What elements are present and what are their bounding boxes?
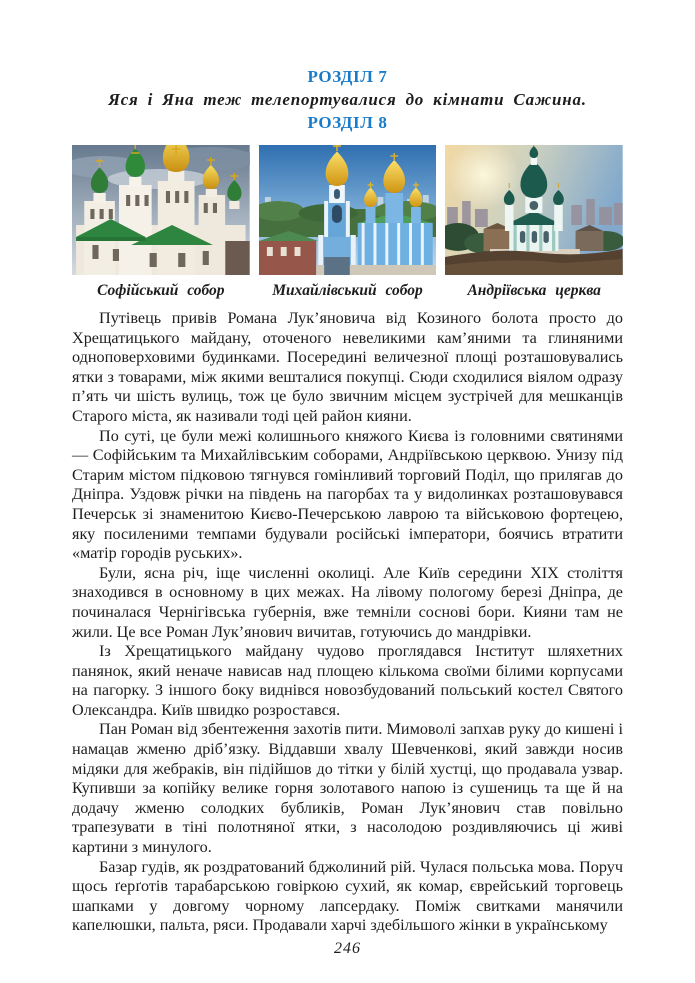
sophia-cathedral-photo bbox=[72, 145, 250, 275]
figure-caption-andrew: Андріївська церква bbox=[467, 282, 601, 299]
paragraph-5: Пан Роман від збентеження захотів пити. Мимоволі запхав руку до кишені і намацав жменю дріб’язку. Віддавши хвалу Шевченкові, який завжди носив мідяки для жебраків, він підійшов до тітки у білій хустці, що продавала узвар. Купивши за копійку велике горня золотавого напою із сушениць та ще й на додачу жменю солодких бубликів, Роман Лук’янович став повільно трапезувати в тіні полотняної ятки, з насолодою роздивляючись ці живі картини з минулого. bbox=[72, 720, 623, 857]
figure-caption-sophia: Софійський собор bbox=[97, 282, 225, 299]
paragraph-3: Були, ясна річ, іще численні околиці. Але Київ середини XIX століття знаходився в основному в цих межах. На лівому пологому березі Дніпра, де починалася Чернігівська губернія, вже темніли соснові бори. Кияни там не жили. Це все Роман Лук’янович вичитав, готуючись до мандрівки. bbox=[72, 563, 623, 641]
figures-row bbox=[72, 145, 623, 300]
chapter-8-heading: РОЗДІЛ 8 bbox=[307, 113, 388, 132]
chapter-7-teaser-text: Яся і Яна теж телепортувалися до кімнати Сажина. bbox=[108, 90, 587, 109]
figure-caption-michael: Михайлівський собор bbox=[272, 282, 423, 299]
page-number: 246 bbox=[334, 940, 361, 957]
figure-andrew-church bbox=[445, 145, 623, 300]
figure-michael-cathedral bbox=[259, 145, 437, 300]
paragraph-4: Із Хрещатицького майдану чудово проглядався Інститут шляхетних панянок, який неначе нависав над площею кількома своїми білими корпусами на пагорку. З іншого боку виднівся новозбудований польський костел Святого Олександра. Київ швидко розростався. bbox=[72, 642, 623, 719]
paragraph-1: Путівець привів Романа Лук’яновича від Козиного болота просто до Хрещатицького майдану, оточеного невеликими кам’яними та глиняними одноповерховими будинками. Посередині величезної площі розташовувались ятки з товарами, між якими вешталися покупці. Сюди сходилися віялом одразу п’ять чи шість вулиць, тож це було звичним місцем зустрічей для мешканців Старого міста, як називали тоді цей район кияни. bbox=[72, 309, 623, 425]
figure-sophia-cathedral bbox=[72, 145, 250, 300]
chapter-7-heading: РОЗДІЛ 7 bbox=[307, 67, 388, 86]
paragraph-2: По суті, це були межі колишнього княжого Києва із головними святинями — Софійським та Михайлівським соборами, Андріївською церквою. Унизу під Старим містом підковою тягнувся гомінливий торговий Поділ, що прилягав до Дніпра. Уздовж річки на південь на пагорбах та у видолинках розташовувався Печерськ зі знаменитою Києво-Печерською лаврою та військовою фортецею, яку посиленими темпами будували російські імператори, боячись втратити «матір городів руських». bbox=[72, 426, 623, 563]
andrew-church-photo bbox=[445, 145, 623, 275]
paragraph-6: Базар гудів, як роздратований бджолиний рій. Чулася польська мова. Поруч щось ґерґотів тарабарською говіркою сухий, як комар, єврейський торговець шапками у довгому чорному лапсердаку. Поміж свитками манячили капелюшки, пальта, ряси. Продавали харчі здебільшого жінки в українському bbox=[72, 857, 623, 935]
michael-cathedral-photo bbox=[259, 145, 437, 275]
chapter-body-text bbox=[72, 309, 623, 936]
